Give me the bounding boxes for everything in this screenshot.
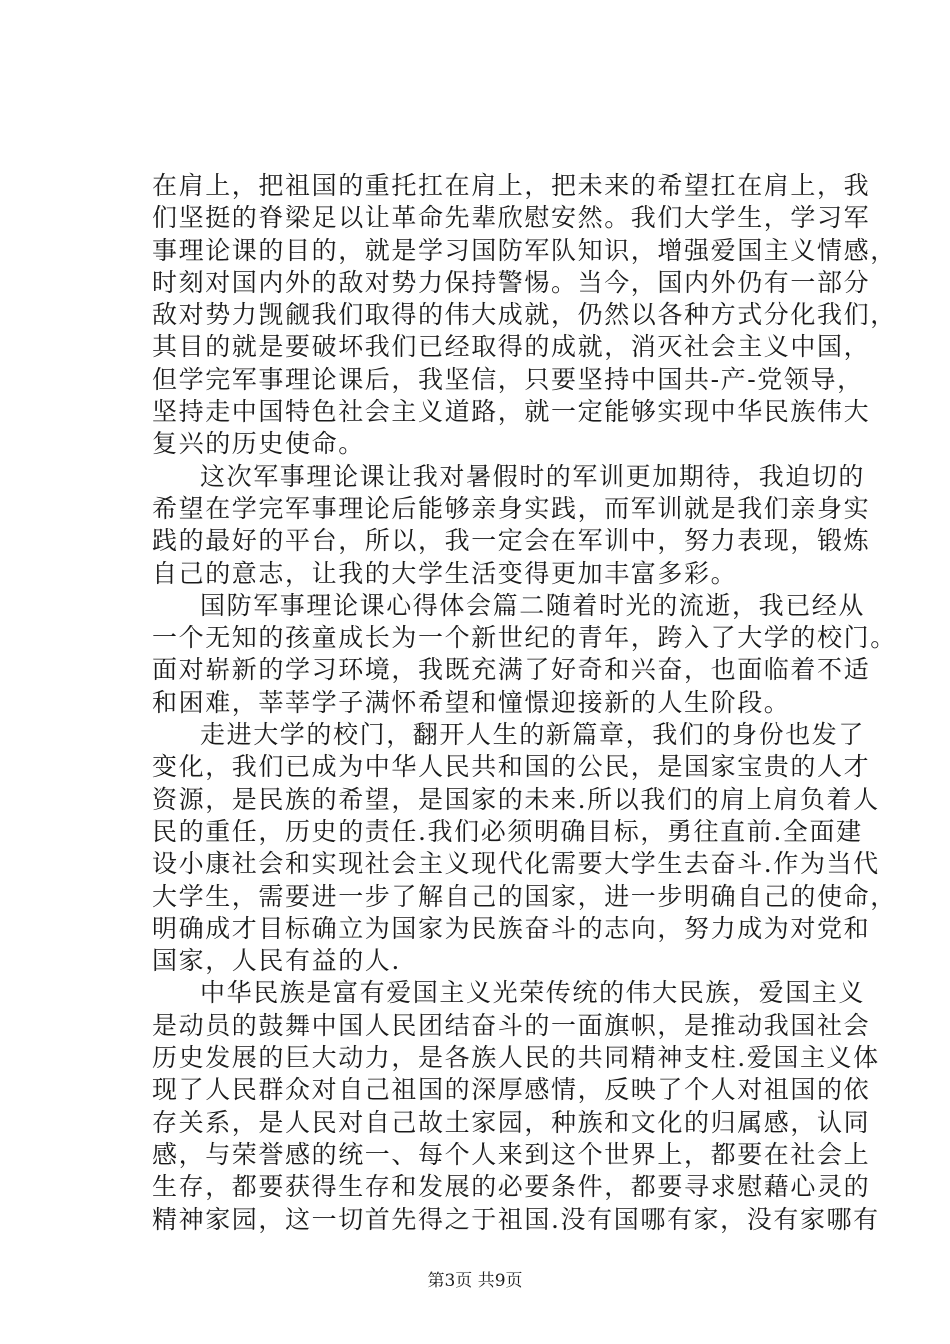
text-line: 走进大学的校门，翻开人生的新篇章，我们的身份也发了 bbox=[200, 720, 866, 750]
text-line: 但学完军事理论课后，我坚信，只要坚持中国共-产-党领导， bbox=[152, 364, 864, 394]
text-line: 大学生，需要进一步了解自己的国家，进一步明确自己的使命， bbox=[152, 881, 897, 911]
page-number-footer: 第3页 共9页 bbox=[427, 1271, 523, 1291]
text-line: 敌对势力觊觎我们取得的伟大成就，仍然以各种方式分化我们， bbox=[152, 300, 897, 330]
text-line: 希望在学完军事理论后能够亲身实践，而军训就是我们亲身实 bbox=[152, 493, 871, 523]
text-line: 历史发展的巨大动力，是各族人民的共同精神支柱.爱国主义体 bbox=[152, 1043, 880, 1073]
text-line: 存关系，是人民对自己故土家园，种族和文化的归属感，认同 bbox=[152, 1107, 871, 1137]
text-line: 们坚挺的脊梁足以让革命先辈欣慰安然。我们大学生，学习军 bbox=[152, 203, 871, 233]
text-line: 是动员的鼓舞中国人民团结奋斗的一面旗帜，是推动我国社会 bbox=[152, 1010, 871, 1040]
text-line: 精神家园，这一切首先得之于祖国.没有国哪有家，没有家哪有 bbox=[152, 1204, 880, 1234]
text-line: 自己的意志，让我的大学生活变得更加丰富多彩。 bbox=[152, 558, 738, 588]
text-line: 感，与荣誉感的统一、每个人来到这个世界上，都要在社会上 bbox=[152, 1139, 871, 1169]
text-line: 国家，人民有益的人. bbox=[152, 946, 401, 976]
text-line: 这次军事理论课让我对暑假时的军训更加期待，我迫切的 bbox=[200, 461, 866, 491]
text-line: 中华民族是富有爱国主义光荣传统的伟大民族，爱国主义 bbox=[200, 978, 866, 1008]
text-line: 坚持走中国特色社会主义道路，就一定能够实现中华民族伟大 bbox=[152, 397, 871, 427]
text-line: 国防军事理论课心得体会篇二随着时光的流逝，我已经从 bbox=[200, 590, 866, 620]
text-line: 在肩上，把祖国的重托扛在肩上，把未来的希望扛在肩上，我 bbox=[152, 171, 871, 200]
text-line: 生存，都要获得生存和发展的必要条件，都要寻求慰藉心灵的 bbox=[152, 1172, 871, 1202]
text-line: 复兴的历史使命。 bbox=[152, 429, 365, 459]
text-line: 明确成才目标确立为国家为民族奋斗的志向，努力成为对党和 bbox=[152, 913, 871, 943]
document-body bbox=[152, 170, 897, 1236]
text-line: 时刻对国内外的敌对势力保持警惕。当今，国内外仍有一部分 bbox=[152, 267, 871, 297]
text-line: 和困难，莘莘学子满怀希望和憧憬迎接新的人生阶段。 bbox=[152, 687, 791, 717]
text-line: 一个无知的孩童成长为一个新世纪的青年，跨入了大学的校门。 bbox=[152, 623, 897, 653]
text-line: 现了人民群众对自己祖国的深厚感情，反映了个人对祖国的依 bbox=[152, 1075, 871, 1105]
text-line: 事理论课的目的，就是学习国防军队知识，增强爱国主义情感， bbox=[152, 235, 897, 265]
text-line: 资源，是民族的希望，是国家的未来.所以我们的肩上肩负着人 bbox=[152, 784, 880, 814]
text-line: 民的重任，历史的责任.我们必须明确目标，勇往直前.全面建 bbox=[152, 816, 863, 846]
text-line: 面对崭新的学习环境，我既充满了好奇和兴奋，也面临着不适 bbox=[152, 655, 871, 685]
text-line: 其目的就是要破坏我们已经取得的成就，消灭社会主义中国， bbox=[152, 332, 871, 362]
text-line: 设小康社会和实现社会主义现代化需要大学生去奋斗.作为当代 bbox=[152, 849, 880, 879]
text-line: 变化，我们已成为中华人民共和国的公民，是国家宝贵的人才 bbox=[152, 752, 871, 782]
text-line: 践的最好的平台，所以，我一定会在军训中，努力表现，锻炼 bbox=[152, 526, 871, 556]
